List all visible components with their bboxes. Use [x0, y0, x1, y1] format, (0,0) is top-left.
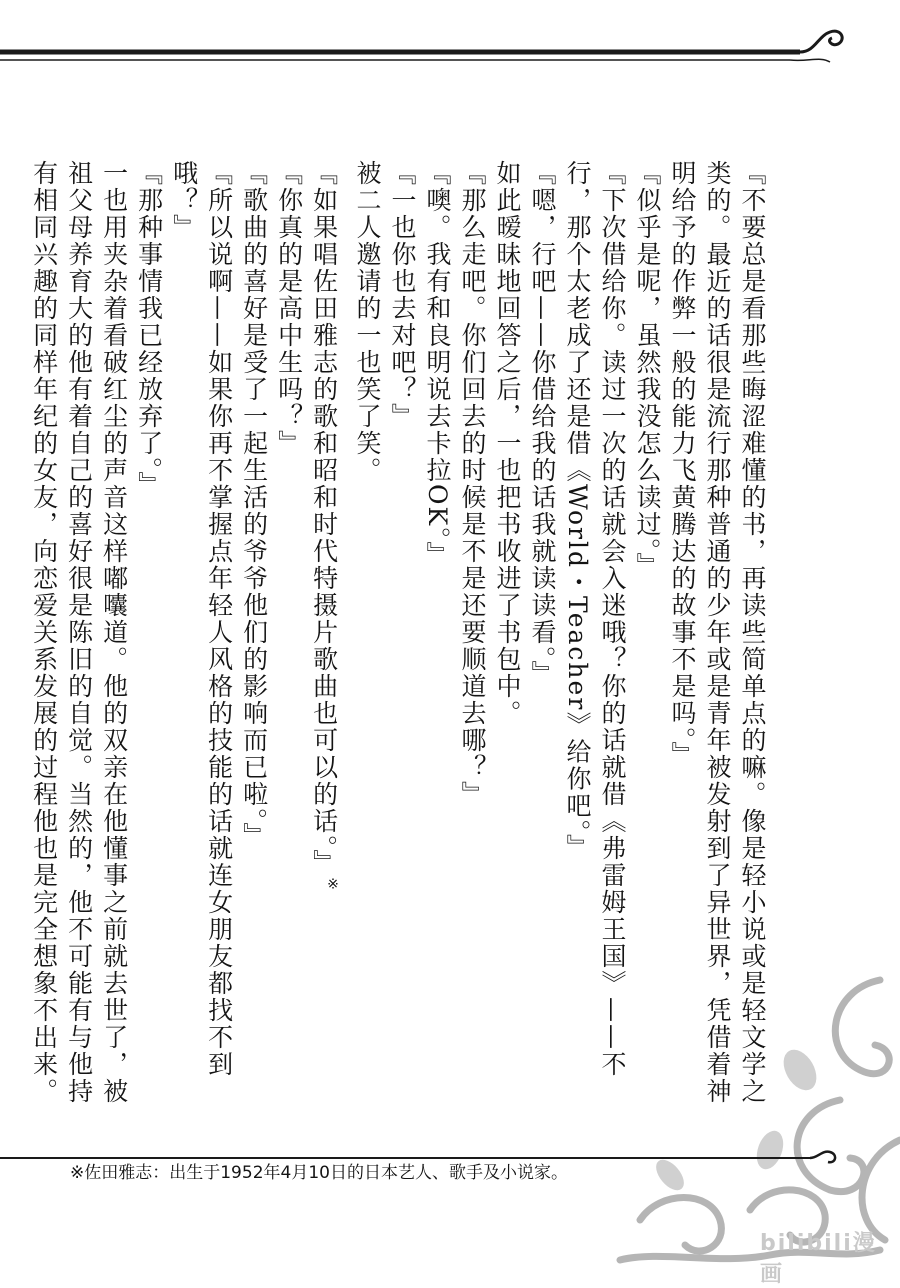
body-paragraph: 『噢。我有和良明说去卡拉OK。』: [423, 160, 452, 569]
footnote: ※佐田雅志：出生于1952年4月10日的日本艺人、歌手及小说家。: [70, 1163, 568, 1183]
body-paragraph: 『你真的是高中生吗？』: [274, 160, 304, 457]
body-paragraph: 如此暧昧地回答之后，一也把书收进了书包中。: [493, 160, 522, 727]
body-paragraph: 被二人邀请的一也笑了笑。: [353, 160, 382, 484]
body-paragraph: 『不要总是看那些晦涩难懂的书，再读些简单点的嘛。像是轻小说或是轻文学之类的。最近的话很是流行那种普通的少年或是青年被发射到了异世界，凭借着神明给予的作弊一般的能力飞黄腾达的故事不是吗。』: [668, 160, 767, 1105]
body-paragraph: 『嗯，行吧——你借给我的话我就读读看。』: [528, 160, 557, 688]
body-paragraph: 『下次借给你。读过一次的话就会入迷哦？你的话就借《弗雷姆王国》——不行，那个太老成了还是借《World・Teacher》给你吧。』: [563, 160, 627, 1078]
body-paragraph: 『那种事情我已经放弃了。』: [134, 160, 164, 499]
body-paragraph: 『所以说啊——如果你再不掌握点年轻人风格的技能的话就连女朋友都找不到哦？』: [169, 160, 234, 1078]
body-paragraph: 『那么走吧。你们回去的时候是不是还要顺道去哪？』: [458, 160, 487, 808]
top-border-ornament: [0, 0, 900, 80]
body-paragraph: 『歌曲的喜好是受了一起生活的爷爷他们的影响而已啦。』: [239, 160, 269, 850]
body-paragraph: 『如果唱佐田雅志的歌和昭和时代特摄片歌曲也可以的话。』: [309, 160, 339, 877]
body-paragraph: 一也用夹杂着看破红尘的声音这样嘟囔道。他的双亲在他懂事之前就去世了，被祖父母养育大的他有着自己的喜好很是陈旧的自觉。当然的，他不可能有与他持有相同兴趣的同样年纪的女友，向恋爱关系发展的过程他也是完全想象不出来。: [29, 160, 129, 1105]
body-paragraph: 『一也你也去对吧？』: [388, 160, 417, 430]
body-paragraph-with-note: [307, 160, 350, 1120]
vertical-body-text: [29, 160, 770, 1120]
body-paragraph: 『似乎是呢，虽然我没怎么读过。』: [633, 160, 662, 580]
footnote-marker: ※: [325, 876, 341, 895]
watermark-logo: bilibili漫画: [760, 1231, 877, 1287]
